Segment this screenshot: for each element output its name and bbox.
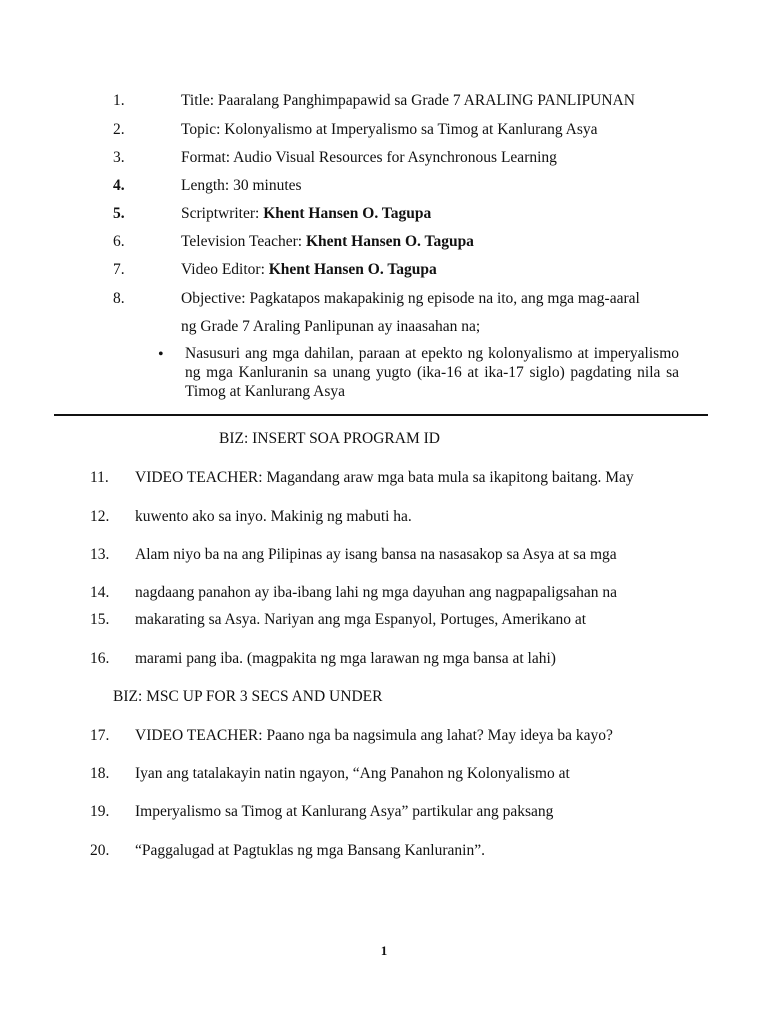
item-label: Title: [181,92,218,109]
header-item-television-teacher [0,231,768,253]
item-number: 6. [113,233,125,250]
header-item-length [0,175,768,197]
item-value: Paaralang Panghimpapawid sa Grade 7 ARALING PANLIPUNAN [217,92,635,109]
script-line [0,801,768,823]
item-number: 8. [113,290,125,307]
script-line [0,840,768,862]
line-text: VIDEO TEACHER: Paano nga ba nagsimula ang lahat? May ideya ba kayo? [135,727,613,744]
biz-cue-program-id: BIZ: INSERT SOA PROGRAM ID [219,430,440,447]
line-number: 19. [90,803,110,820]
line-number: 18. [90,765,110,782]
line-number: 15. [90,611,110,628]
item-value: Khent Hansen O. Tagupa [263,205,432,222]
script-line [0,544,768,566]
item-value: Audio Visual Resources for Asynchronous Learning [233,149,557,166]
line-text: marami pang iba. (magpakita ng mga larawan ng mga bansa at lahi) [135,650,556,667]
line-number: 20. [90,842,110,859]
line-number: 14. [90,584,110,601]
line-text: VIDEO TEACHER: Magandang araw mga bata mula sa ikapitong baitang. May [135,469,634,486]
item-number: 5. [113,205,125,222]
script-line [0,648,768,670]
script-line [0,582,768,604]
item-label: Topic: [181,121,225,138]
script-line [0,763,768,785]
script-line [0,609,768,631]
header-item-title [0,90,768,112]
line-text: Iyan ang tatalakayin natin ngayon, “Ang Panahon ng Kolonyalismo at [135,765,570,782]
line-number: 17. [90,727,110,744]
page-number: 1 [380,943,388,958]
item-label: Video Editor: [181,261,269,278]
item-value: Khent Hansen O. Tagupa [268,261,437,278]
script-line [0,467,768,489]
header-item-video-editor [0,259,768,281]
item-label: Scriptwriter: [181,205,264,222]
line-number: 11. [90,469,109,486]
item-value: Pagkatapos makapakinig ng episode na ito, ang mga mag-aaral [249,290,640,307]
item-number: 3. [113,149,125,166]
objective-continuation: ng Grade 7 Araling Panlipunan ay inaasahan na; [181,318,481,335]
objective-bullet-text: Nasusuri ang mga dahilan, paraan at epekto ng kolonyalismo at imperyalismo ng mga Kanluranin sa unang yugto (ika-16 at ika-17 siglo) pagdating nila sa Timog at Kanlurang Asya [185,345,679,400]
line-text: Imperyalismo sa Timog at Kanlurang Asya” partikular ang paksang [135,803,554,820]
item-label: Length: [181,177,234,194]
item-value: Kolonyalismo at Imperyalismo sa Timog at Kanlurang Asya [224,121,598,138]
item-label: Format: [181,149,234,166]
script-line [0,725,768,747]
header-item-scriptwriter [0,203,768,225]
script-line [0,506,768,528]
item-label: Objective: [181,290,250,307]
item-number: 4. [113,177,125,194]
line-text: Alam niyo ba na ang Pilipinas ay isang bansa na nasasakop sa Asya at sa mga [135,546,617,563]
item-label: Television Teacher: [181,233,306,250]
item-number: 2. [113,121,125,138]
item-number: 1. [113,92,125,109]
line-number: 16. [90,650,110,667]
bullet-icon: • [158,346,164,363]
line-text: kuwento ako sa inyo. Makinig ng mabuti ha. [135,508,412,525]
section-divider [54,414,708,416]
line-text: “Paggalugad at Pagtuklas ng mga Bansang Kanluranin”. [135,842,485,859]
line-number: 12. [90,508,110,525]
header-item-format [0,147,768,169]
item-value: Khent Hansen O. Tagupa [305,233,474,250]
header-item-topic [0,119,768,141]
line-text: makarating sa Asya. Nariyan ang mga Espanyol, Portuges, Amerikano at [135,611,587,628]
item-value: 30 minutes [233,177,302,194]
header-item-objective [0,288,768,310]
line-number: 13. [90,546,110,563]
biz-cue-music: BIZ: MSC UP FOR 3 SECS AND UNDER [113,688,383,705]
item-number: 7. [113,261,125,278]
line-text: nagdaang panahon ay iba-ibang lahi ng mga dayuhan ang nagpapaligsahan na [135,584,618,601]
